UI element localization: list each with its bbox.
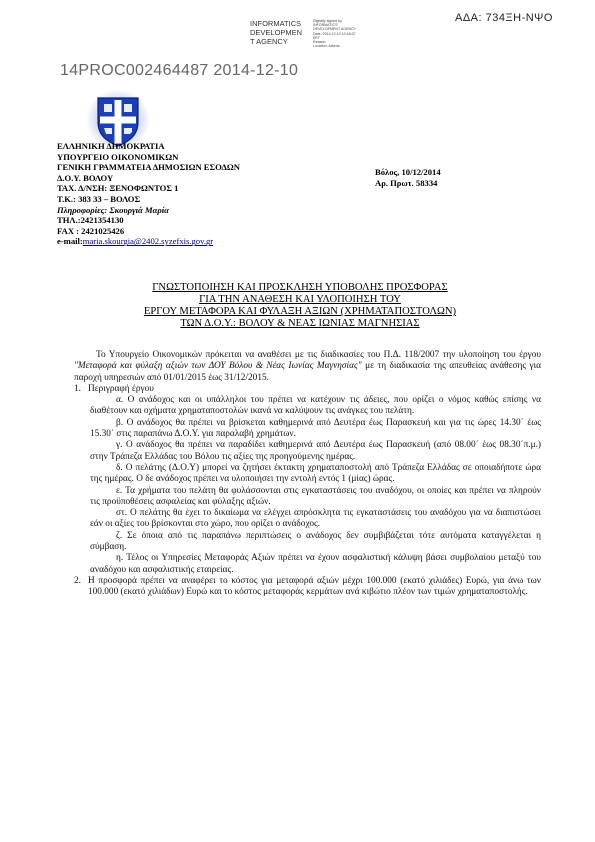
- subitem: ε. Τα χρήματα του πελάτη θα φυλάσσονται στις εγκαταστάσεις του αναδόχου, οι οποίες και πρέπει να πληρούν τις προϋποθέσεις ασφαλείας και φύλαξης αξιών.: [90, 485, 541, 507]
- email-line: [57, 236, 240, 247]
- subitem: β. Ο ανάδοχος θα πρέπει να βρίσκεται καθημερινά από Δευτέρα έως Παρασκευή και για τις ώρες 14.30΄ έως 15.30΄ στις παραπάνω Δ.Ο.Υ. για παραλαβή χρημάτων.: [90, 417, 541, 440]
- subitem: δ. Ο πελάτης (Δ.Ο.Υ) μπορεί να ζητήσει έκτακτη χρηματαποστολή από Τράπεζα Ελλάδας σε οποιαδήποτε ώρα της ημέρας. Ο δε ανάδοχος πρέπει να υλοποιήσει την εντολή εντός 1 (μίας) ώρας.: [90, 462, 541, 485]
- agency-line: INFORMATICS: [250, 19, 302, 28]
- project-name: "Μεταφορά και φύλαξη αξιών των ΔΟΥ Βόλου & Νέας Ιωνίας Μαγνησίας": [74, 361, 362, 372]
- agency-line: DEVELOPMEN: [250, 28, 303, 37]
- signature-line: INFORMATICS: [313, 23, 338, 28]
- title-line: ΓΙΑ ΤΗΝ ΑΝΑΘΕΣΗ ΚΑΙ ΥΛΟΠΟΙΗΣΗ ΤΟΥ: [199, 294, 401, 305]
- item-text: Η προσφορά πρέπει να αναφέρει το κόστος για μεταφορά αξιών μέχρι 100.000 (εκατό χιλιάδες) Ευρώ, για άνω των 100.000 (εκατό χιλιάδων) Ευρώ και το κόστος μεταφοράς κερμάτων ανά κιβώτιο πλέον των τιμών χρηματαποστολής.: [88, 575, 541, 598]
- list-item: [74, 576, 541, 599]
- subitem: α. Ο ανάδοχος και οι υπάλληλοι του πρέπει να κατέχουν τις άδειες, που ορίζει ο νόμος καθώς επίσης να διαθέτουν και οχήματα χρηματαποστολών ικανά να καλύψουν τις ανάγκες του πελάτη.: [90, 395, 541, 417]
- project-description-subitems: [90, 395, 541, 576]
- signature-line: Location: Athens: [313, 44, 340, 49]
- title-line: ΓΝΩΣΤΟΠΟΙΗΣΗ ΚΑΙ ΠΡΟΣΚΛΗΣΗ ΥΠΟΒΟΛΗΣ ΠΡΟΣΦΟΡΑΣ: [152, 282, 448, 293]
- protocol-number: Αρ. Πρωτ. 58334: [375, 177, 438, 188]
- telephone: ΤΗΛ.:2421354130: [57, 215, 124, 226]
- header-line: ΥΠΟΥΡΓΕΙΟ ΟΙΚΟΝΟΜΙΚΩΝ: [57, 151, 179, 162]
- sender-header: [57, 141, 240, 247]
- signature-line: Digitally signed by: [313, 19, 342, 23]
- title-line: ΤΩΝ Δ.Ο.Υ.: ΒΟΛΟΥ & ΝΕΑΣ ΙΩΝΙΑΣ ΜΑΓΝΗΣΙΑΣ: [180, 318, 420, 329]
- header-line: ΤΑΧ. Δ/ΝΣΗ: ΞΕΝΟΦΩΝΤΟΣ 1: [57, 183, 179, 194]
- email-label: e-mail:: [57, 236, 83, 247]
- header-line: ΓΕΝΙΚΗ ΓΡΑΜΜΑΤΕΙΑ ΔΗΜΟΣΙΩΝ ΕΣΟΔΩΝ: [57, 162, 241, 173]
- header-line: Τ.Κ.: 383 33 – ΒΟΛΟΣ: [57, 193, 141, 204]
- header-line: ΕΛΛΗΝΙΚΗ ΔΗΜΟΚΡΑΤΙΑ: [57, 141, 165, 151]
- document-body: [74, 350, 541, 599]
- process-id: 14PROC002464487 2014-12-10: [60, 62, 299, 79]
- subitem: στ. Ο πελάτης θα έχει το δικαίωμα να ελέγχει απρόσκλητα τις εγκαταστάσεις του αναδόχου για να διαπιστώσει εάν οι αξίες του βρίσκονται στο χώρο, που ορίζει ο ανάδοχος.: [90, 508, 541, 530]
- item-title: Περιγραφή έργου: [88, 383, 154, 394]
- item-number: 2.: [74, 575, 81, 586]
- document-title: [60, 282, 540, 330]
- list-item: [74, 384, 541, 395]
- signature-line: Reason:: [313, 40, 327, 45]
- date-protocol-block: [375, 167, 441, 188]
- subitem: η. Τέλος οι Υπηρεσίες Μεταφοράς Αξιών πρέπει να έχουν ασφαλιστική κάλυψη βάσει συμβολαίου μεταξύ του αναδόχου και ασφαλιστικής εταιρείας.: [90, 553, 541, 575]
- subitem: γ. Ο ανάδοχος θα πρέπει να παραδίδει καθημερινά από Δευτέρα έως Παρασκευή (από 08.00΄ έως 08.30΄π.μ.) στην Τράπεζα Ελλάδας του Βόλου τις αξίες της προηγούμενης ημέρας.: [90, 440, 541, 462]
- header-line: Δ.Ο.Υ. ΒΟΛΟΥ: [57, 172, 114, 183]
- signature-line: DEVELOPMENT AGENCY: [313, 27, 357, 32]
- agency-line: T AGENCY: [250, 37, 288, 46]
- digital-signature-details: [313, 19, 356, 48]
- email-link[interactable]: maria.skourgia@2402.syzefxis.gov.gr: [82, 236, 214, 247]
- fax-number: FAX : 2421025426: [57, 225, 125, 236]
- subitem: ζ. Σε όποια από τις παραπάνω περιπτώσεις ο ανάδοχος δεν συμβιβάζεται τότε αυτόματα καταγγέλεται η σύμβαση.: [90, 530, 541, 553]
- place-date: Βόλος, 10/12/2014: [375, 167, 441, 177]
- contact-info: Πληροφορίες: Σκουργιά Μαρία: [57, 204, 169, 215]
- signature-line: Date: 2014.12.10 10:18:37: [313, 31, 356, 36]
- agency-signature-name: [250, 19, 302, 46]
- title-line: ΕΡΓΟΥ ΜΕΤΑΦΟΡΑ ΚΑΙ ΦΥΛΑΞΗ ΑΞΙΩΝ (ΧΡΗΜΑΤΑΠΟΣΤΟΛΩΝ): [143, 306, 457, 317]
- intro-paragraph: Το Υπουργείο Οικονομικών πρόκειται να αναθέσει με τις διαδικασίες του Π.Δ. 118/2007 την υλοποίηση του έργου "Μεταφορά και φύλαξη αξιών των ΔΟΥ Βόλου & Νέας Ιωνίας Μαγνησίας" με τη διαδικασία της απευθείας ανάθεσης για παροχή υπηρεσιών από 01/01/2015 έως 31/12/2015.: [74, 350, 541, 383]
- ada-number: ΑΔΑ: 734ΞΗ-ΝΨΟ: [455, 12, 553, 24]
- item-number: 1.: [74, 383, 81, 394]
- signature-line: EET: [313, 35, 320, 40]
